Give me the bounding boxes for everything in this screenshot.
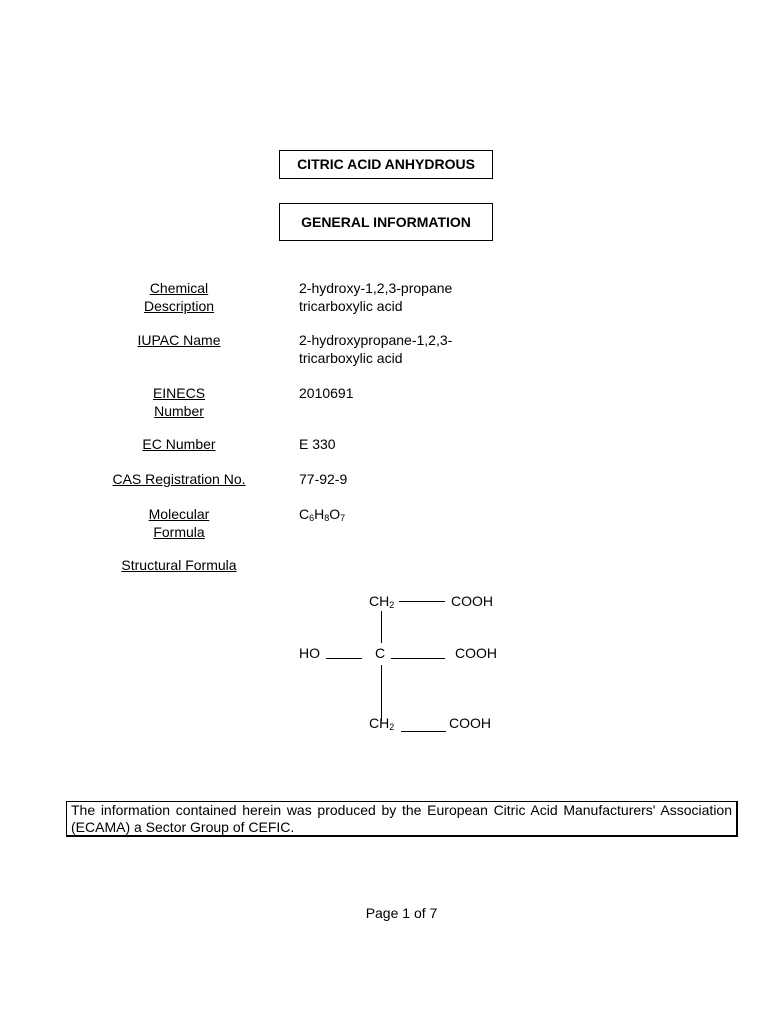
cas-registration-label: CAS Registration No. bbox=[112, 471, 246, 487]
ho-bond bbox=[326, 658, 362, 659]
upper-vertical-bond bbox=[381, 611, 382, 643]
mid-cooh: COOH bbox=[455, 645, 497, 661]
bottom-bond bbox=[401, 731, 446, 732]
chemical-description-value bbox=[299, 279, 452, 315]
ec-number-value: E 330 bbox=[299, 436, 336, 452]
molecular-formula-value: $C_6H_8O_7$ bbox=[299, 506, 346, 523]
bottom-cooh: COOH bbox=[449, 715, 491, 731]
molecular-formula-label-line2: Formula bbox=[153, 524, 205, 540]
central-carbon: C bbox=[375, 645, 386, 661]
bottom-ch2: $CH_2$ bbox=[369, 715, 395, 732]
hydroxyl-group: HO bbox=[299, 645, 320, 661]
document-title: CITRIC ACID ANHYDROUS bbox=[279, 150, 493, 179]
chemical-description-label-line1: Chemical bbox=[149, 280, 209, 296]
molecular-formula-label bbox=[139, 505, 219, 541]
page-number: Page 1 of 7 bbox=[365, 905, 438, 921]
iupac-name-label: IUPAC Name bbox=[137, 332, 221, 348]
disclaimer-box: The information contained herein was produced by the European Citric Acid Manufacturers' Association (ECAMA) a Sector Group of CEFIC. bbox=[66, 801, 738, 837]
mid-bond bbox=[391, 658, 445, 659]
section-title: GENERAL INFORMATION bbox=[279, 203, 493, 241]
chemical-description-value-line1: 2-hydroxy-1,2,3-propane bbox=[299, 280, 453, 296]
ec-number-label: EC Number bbox=[142, 436, 216, 452]
top-ch2: $CH_2$ bbox=[369, 593, 395, 610]
chemical-description-label bbox=[139, 279, 219, 315]
chemical-description-label-line2: Description bbox=[143, 298, 215, 314]
iupac-name-value-line1: 2-hydroxypropane-1,2,3- bbox=[299, 332, 453, 348]
lower-vertical-bond bbox=[381, 665, 382, 721]
structural-formula-label: Structural Formula bbox=[121, 557, 237, 573]
top-cooh: COOH bbox=[451, 593, 493, 609]
chemical-description-value-line2: tricarboxylic acid bbox=[299, 298, 403, 314]
einecs-number-value: 2010691 bbox=[299, 385, 354, 401]
iupac-name-value-line2: tricarboxylic acid bbox=[299, 350, 403, 366]
top-bond bbox=[399, 601, 445, 602]
molecular-formula-label-line1: Molecular bbox=[148, 506, 210, 522]
iupac-name-value bbox=[299, 331, 452, 367]
einecs-label-line2: Number bbox=[154, 403, 204, 419]
einecs-number-label bbox=[139, 384, 219, 420]
einecs-label-line1: EINECS bbox=[152, 385, 206, 401]
cas-registration-value: 77-92-9 bbox=[299, 471, 348, 487]
